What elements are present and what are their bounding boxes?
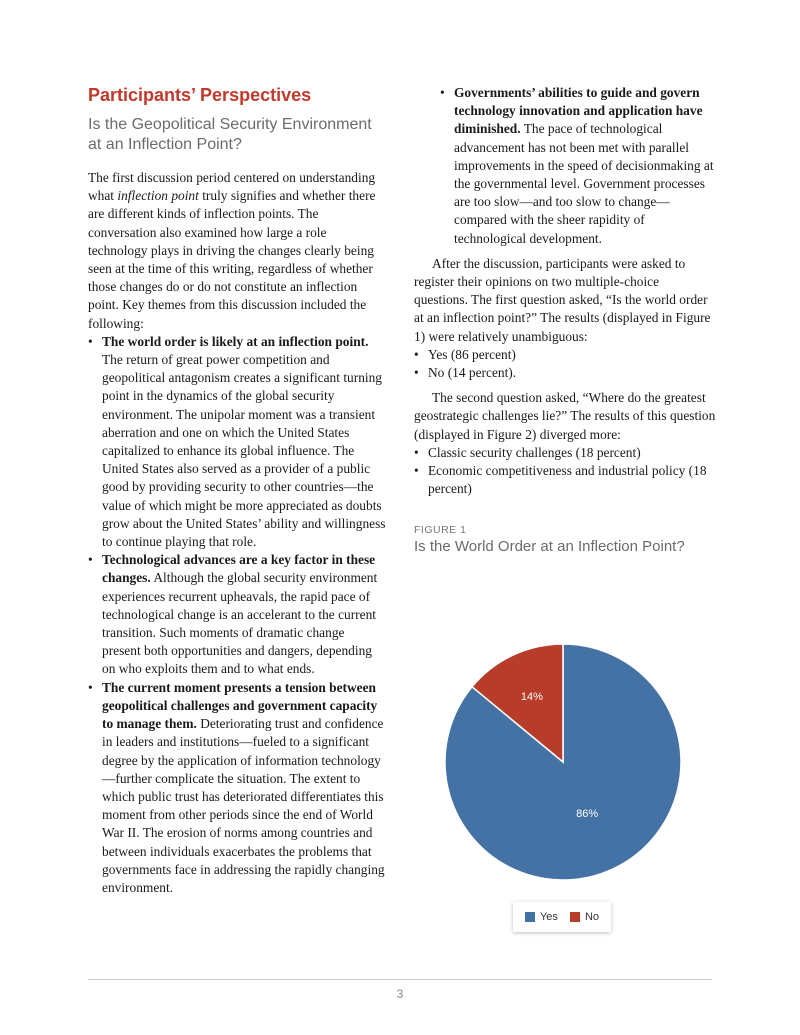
q1-result-yes: • Yes (86 percent): [414, 346, 716, 364]
intro-text-2: truly signifies and whether there are different kinds of inflection points. The conversation also examined how large a role technology plays in driving the changes clearly being seen at the time of this writing, regardless of whether those changes do or do not constitute an inflection point. Key themes from this discussion included the following:: [88, 188, 376, 331]
figure-title: Is the World Order at an Inflection Point?: [414, 538, 685, 556]
theme-text: The return of great power competition and geopolitical antagonism creates a significant turning point in the dynamics of the global security environment. The unipolar moment was a transient aberration and one on which the United States capitalized to enhance its global influence. The United States also served as a provider of a public good by providing security to other countries—the value of which might be more appreciated as doubts grow about the United States’ ability and willingness to continue playing that role.: [102, 352, 386, 550]
figure-label: FIGURE 1: [414, 524, 467, 537]
legend-label-yes: Yes: [539, 911, 558, 923]
page-number: 3: [396, 987, 404, 1001]
section-title: Participants’ Perspectives: [88, 85, 312, 105]
intro-text-1: The first discussion period centered on understanding what: [88, 170, 376, 204]
theme-heading: Technological advances are a key factor in these changes.: [102, 552, 376, 586]
theme-item: [440, 84, 716, 248]
q2-results-list: [414, 444, 716, 499]
q2-result-security: • Classic security challenges (18 percent): [414, 444, 716, 462]
themes-list: [88, 333, 386, 897]
theme-heading: Governments’ abilities to guide and govern technology innovation and application have diminished.: [454, 85, 703, 137]
intro-paragraph: [88, 169, 386, 333]
themes-list-continued: [440, 84, 716, 248]
footer-rule: [88, 979, 712, 980]
chart-legend: [513, 902, 611, 932]
legend-item-yes: [525, 911, 558, 923]
theme-text: The pace of technological advancement has not been met with parallel improvements in the speed of decisionmaking at the governmental level. Government processes are too slow—and too slow to change—compared with the sheer rapidity of technological development.: [454, 121, 714, 246]
legend-item-no: [570, 911, 599, 923]
subsection-title: Is the Geopolitical Security Environment at an Inflection Point?: [88, 116, 372, 153]
theme-item: [88, 679, 386, 897]
legend-label-no: No: [584, 911, 599, 923]
intro-emphasis: inflection point: [117, 188, 199, 204]
pie-label-no: 14%: [520, 690, 543, 703]
q1-result-no: • No (14 percent).: [414, 364, 716, 382]
left-column: [88, 84, 386, 897]
pie-label-yes: 86%: [576, 808, 599, 821]
legend-swatch-yes: [525, 912, 535, 922]
q2-result-economic: • Economic competitiveness and industrial policy (18 percent): [414, 462, 716, 498]
theme-heading: The current moment presents a tension between geopolitical challenges and government capacity to manage them.: [102, 679, 378, 732]
q1-results-list: [414, 346, 716, 382]
theme-item: [88, 333, 386, 551]
theme-text: Deteriorating trust and confidence in leaders and institutions—fueled to a significant degree by the application of information technology—further complicate the situation. The extent to which public trust has deteriorated differentiates this moment from other periods since the end of World War II. The erosion of norms among countries and between individuals exacerbates the problems that governments face in addressing the rapidly changing environment.: [102, 716, 385, 895]
theme-text: Although the global security environment experiences recurrent upheavals, the rapid pace of technological change is an accelerant to the current transition. Such moments of dramatic change present both opportunities and dangers, depending on who exploits them and to what ends.: [102, 570, 378, 677]
right-column: [414, 84, 716, 555]
theme-item: [88, 551, 386, 678]
after-discussion-paragraph: After the discussion, participants were asked to register their opinions on two multiple-choice questions. The first question asked, “Is the world order at an inflection point?” The results (displayed in Figure 1) were relatively unambiguous:: [414, 255, 711, 344]
theme-heading: The world order is likely at an inflection point.: [102, 333, 369, 349]
second-question-paragraph: The second question asked, “Where do the greatest geostrategic challenges lie?” The results of this question (displayed in Figure 2) diverged more:: [414, 390, 716, 442]
legend-swatch-no: [570, 912, 580, 922]
